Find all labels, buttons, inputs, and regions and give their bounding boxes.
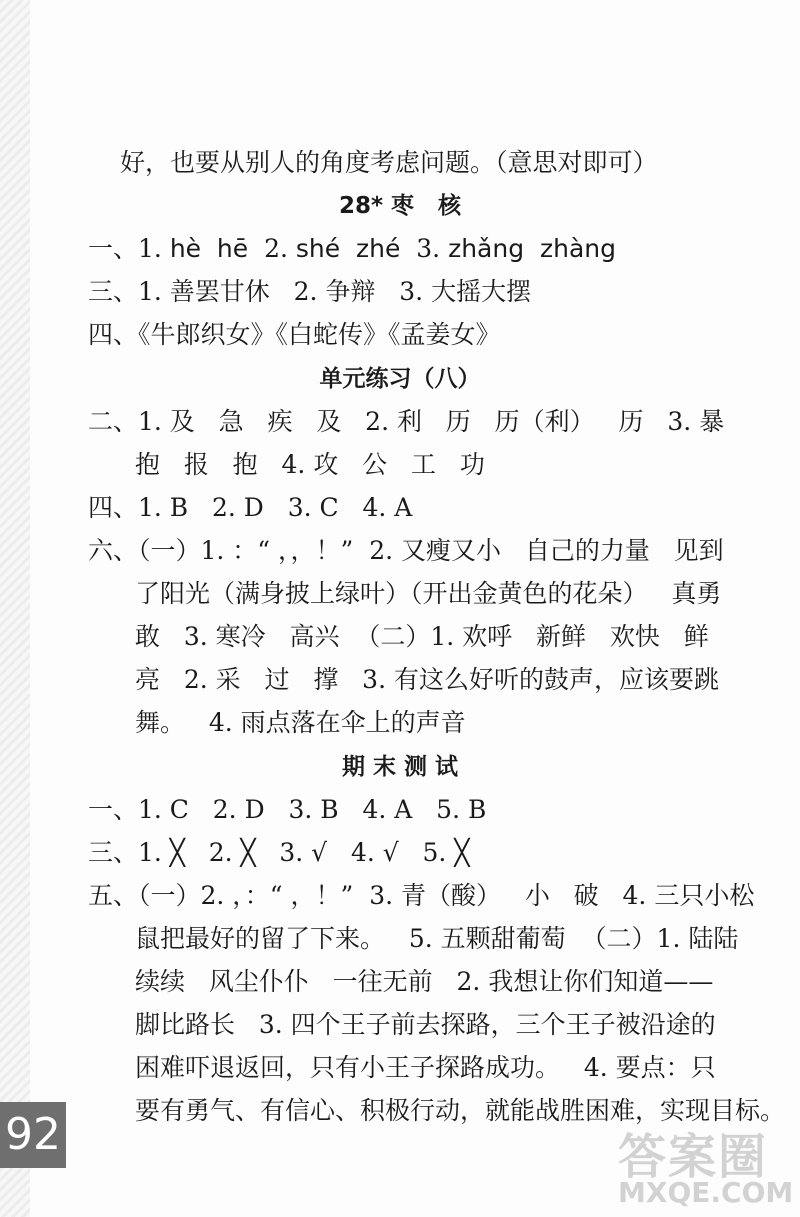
watermark-logo: 答案圈 bbox=[618, 1129, 769, 1185]
text-line: 二、1. 及 急 疾 及 2. 利 历 历（利） 历 3. 暴 bbox=[88, 407, 725, 436]
pinyin: shé zhé bbox=[295, 234, 401, 263]
text-line: 要有勇气、有信心、积极行动，就能战胜困难，实现目标。 bbox=[135, 1096, 786, 1125]
text-line: 三、1. 善罢甘休 2. 争辩 3. 大摇大摆 bbox=[88, 277, 532, 306]
text-line: 亮 2. 采 过 撑 3. 有这么好听的鼓声，应该要跳 bbox=[135, 665, 719, 694]
text-line: 四、1. B 2. D 3. C 4. A bbox=[88, 493, 413, 522]
text-line: 一、1. hè hē 2. shé zhé 3. zhǎng zhàng bbox=[88, 234, 616, 263]
text-line: 四、《牛郎织女》《白蛇传》《孟姜女》 bbox=[88, 320, 501, 349]
text-line: 六、（一）1. ：“ ，，！” 2. 又瘦又小 自己的力量 见到 bbox=[88, 536, 724, 565]
text-line: 三、1. ╳ 2. ╳ 3. √ 4. √ 5. ╳ bbox=[88, 838, 470, 867]
text-line: 舞。 4. 雨点落在伞上的声音 bbox=[135, 708, 466, 737]
section-heading-final-test: 期 末 测 试 bbox=[341, 754, 459, 780]
text-line: 续续 风尘仆仆 一往无前 2. 我想让你们知道—— bbox=[135, 967, 714, 996]
text-line: 脚比路长 3. 四个王子前去探路，三个王子被沿途的 bbox=[135, 1010, 716, 1039]
pinyin: hè hē bbox=[169, 234, 249, 263]
text-line: 好，也要从别人的角度考虑问题。（意思对即可） bbox=[120, 148, 658, 177]
text-line: 五、（一）2. ，：“ ，！” 3. 青（酸） 小 破 4. 三只小松 bbox=[88, 881, 755, 910]
section-heading-unit-practice: 单元练习（八） bbox=[319, 366, 481, 392]
page-number-badge: 92 bbox=[0, 1102, 66, 1168]
text-line: 困难吓退返回，只有小王子探路成功。 4. 要点：只 bbox=[135, 1053, 716, 1082]
text-line: 敢 3. 寒冷 高兴 （二）1. 欢呼 新鲜 欢快 鲜 bbox=[135, 622, 709, 651]
text-line: 一、1. C 2. D 3. B 4. A 5. B bbox=[88, 795, 487, 824]
section-heading-lesson-28: 28* 枣 核 bbox=[338, 193, 462, 219]
text-line: 了阳光（满身披上绿叶）（开出金黄色的花朵） 真勇 bbox=[135, 579, 722, 608]
watermark-url: MXQE.COM bbox=[618, 1176, 794, 1209]
text-line: 抱 报 抱 4. 攻 公 工 功 bbox=[135, 450, 485, 479]
text-line: 鼠把最好的留了下来。 5. 五颗甜葡萄 （二）1. 陆陆 bbox=[135, 924, 739, 953]
pinyin: zhǎng zhàng bbox=[448, 234, 616, 263]
